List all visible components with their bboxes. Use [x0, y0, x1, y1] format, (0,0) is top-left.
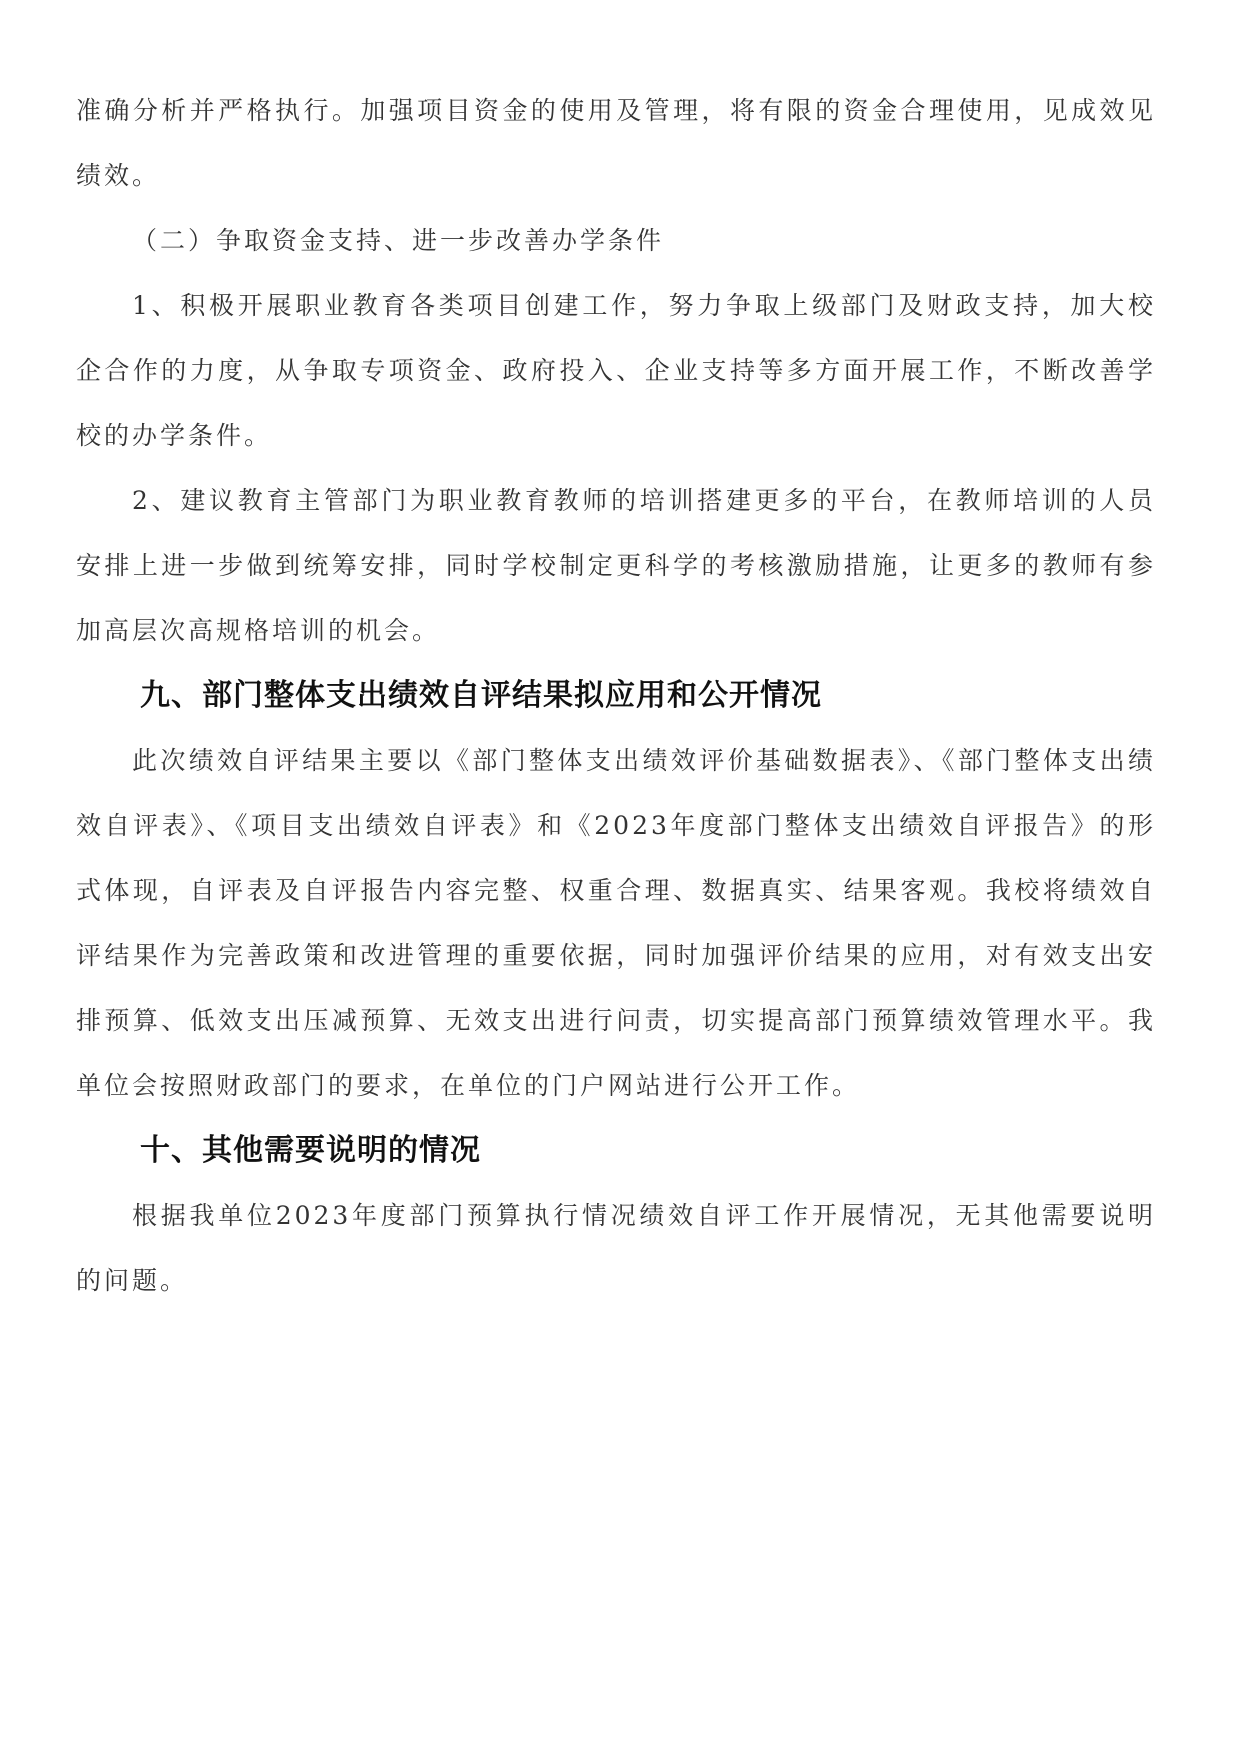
- section-9-paragraph: 此次绩效自评结果主要以《部门整体支出绩效评价基础数据表》、《部门整体支出绩效自评表》、《项目支出绩效自评表》和《2023年度部门整体支出绩效自评报告》的形式体现，自评表及自评报告内容完整、权重合理、数据真实、结果客观。我校将绩效自评结果作为完善政策和改进管理的重要依据，同时加强评价结果的应用，对有效支出安排预算、低效支出压减预算、无效支出进行问责，切实提高部门预算绩效管理水平。我单位会按照财政部门的要求，在单位的门户网站进行公开工作。: [76, 746, 1156, 1100]
- continued-paragraph: 准确分析并严格执行。加强项目资金的使用及管理，将有限的资金合理使用，见成效见绩效。: [76, 96, 1156, 190]
- list-item-2: 2、建议教育主管部门为职业教育教师的培训搭建更多的平台，在教师培训的人员安排上进一步做到统筹安排，同时学校制定更科学的考核激励措施，让更多的教师有参加高层次高规格培训的机会。: [76, 486, 1156, 645]
- subheading-improve-conditions: （二）争取资金支持、进一步改善办学条件: [132, 226, 665, 255]
- section-10-paragraph: 根据我单位2023年度部门预算执行情况绩效自评工作开展情况，无其他需要说明的问题。: [76, 1201, 1156, 1295]
- section-9-heading: 九、部门整体支出绩效自评结果拟应用和公开情况: [140, 678, 822, 713]
- section-10-heading: 十、其他需要说明的情况: [140, 1133, 481, 1168]
- list-item-1: 1、积极开展职业教育各类项目创建工作，努力争取上级部门及财政支持，加大校企合作的力度，从争取专项资金、政府投入、企业支持等多方面开展工作，不断改善学校的办学条件。: [76, 291, 1156, 450]
- document-page: [76, 78, 1156, 1313]
